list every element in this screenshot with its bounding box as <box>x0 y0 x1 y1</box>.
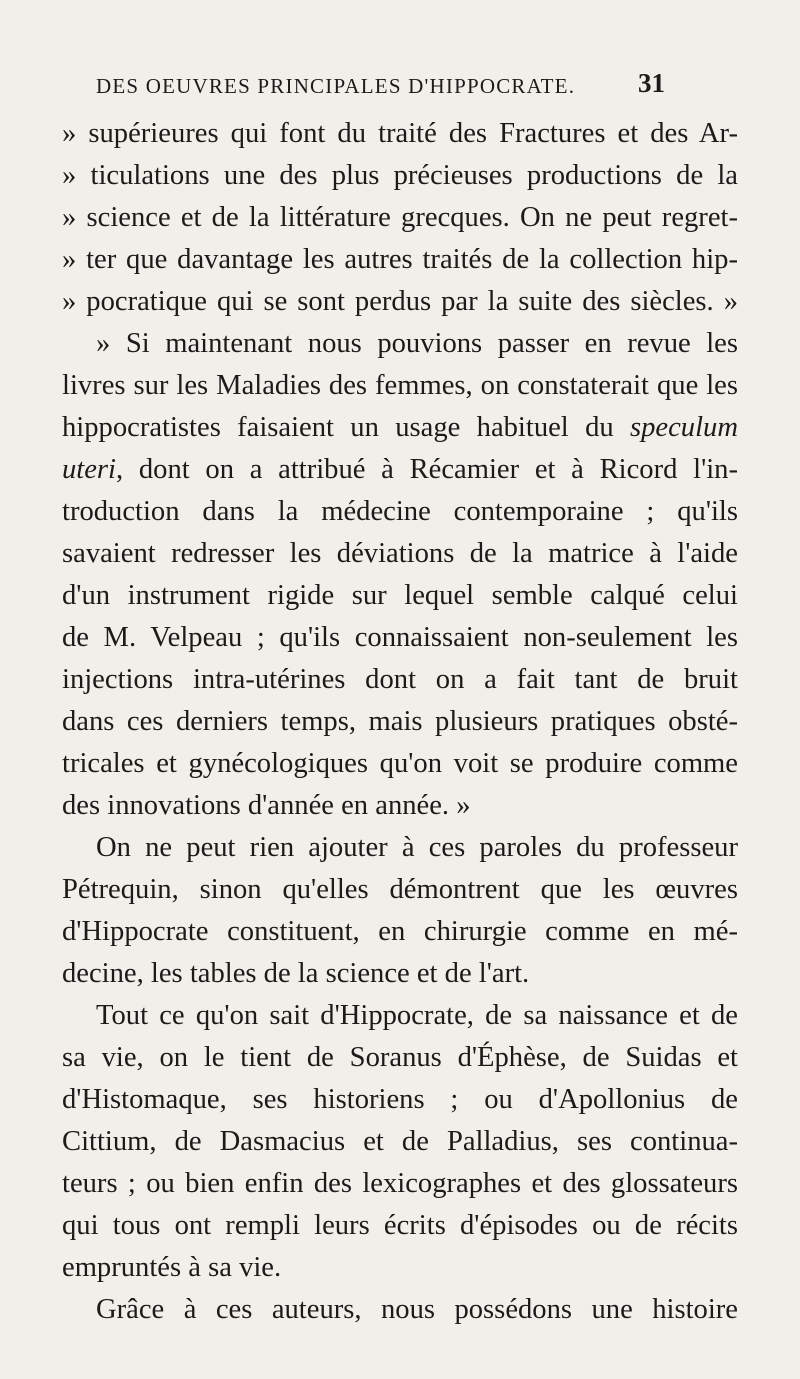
text-line: teurs ; ou bien enfin des lexicographes et des glossateurs <box>62 1168 738 1199</box>
italic-term-speculum: speculum <box>630 412 738 443</box>
text-line: injections intra-utérines dont on a fait tant de bruit <box>62 664 738 695</box>
text-line: Cittium, de Dasmacius et de Palladius, ses continua- <box>62 1126 738 1157</box>
text-line: des innovations d'année en année. » <box>62 790 471 821</box>
text-span: hippocratistes faisaient un usage habituel du <box>62 412 630 443</box>
text-line: empruntés à sa vie. <box>62 1252 282 1283</box>
text-line: » ticulations une des plus précieuses productions de la <box>62 160 738 191</box>
text-line: Pétrequin, sinon qu'elles démontrent que les œuvres <box>62 874 738 905</box>
text-line: tricales et gynécologiques qu'on voit se produire comme <box>62 748 738 779</box>
text-line: troduction dans la médecine contemporaine ; qu'ils <box>62 496 738 527</box>
text-line-uteri <box>62 450 738 490</box>
text-line: Grâce à ces auteurs, nous possédons une histoire <box>96 1294 738 1325</box>
running-title: DES OEUVRES PRINCIPALES D'HIPPOCRATE. <box>96 74 576 98</box>
running-head <box>96 74 656 99</box>
text-line: » supérieures qui font du traité des Fractures et des Ar- <box>62 118 738 149</box>
text-line: dans ces derniers temps, mais plusieurs pratiques obsté- <box>62 706 738 737</box>
text-line: de M. Velpeau ; qu'ils connaissaient non-seulement les <box>62 622 738 653</box>
text-line: d'Histomaque, ses historiens ; ou d'Apollonius de <box>62 1084 738 1115</box>
text-line: On ne peut rien ajouter à ces paroles du professeur <box>96 832 738 863</box>
text-line: d'un instrument rigide sur lequel semble calqué celui <box>62 580 738 611</box>
text-line: livres sur les Maladies des femmes, on constaterait que les <box>62 370 738 401</box>
text-line: » pocratique qui se sont perdus par la suite des siècles. » <box>62 286 738 317</box>
text-line: savaient redresser les déviations de la matrice à l'aide <box>62 538 738 569</box>
text-line: qui tous ont rempli leurs écrits d'épisodes ou de récits <box>62 1210 738 1241</box>
text-span: , dont on a attribué à Récamier et à Ricord l'in- <box>116 454 738 485</box>
page-number: 31 <box>638 68 665 98</box>
text-line: Tout ce qu'on sait d'Hippocrate, de sa naissance et de <box>96 1000 738 1031</box>
text-line: decine, les tables de la science et de l'art. <box>62 958 530 989</box>
text-line: » ter que davantage les autres traités de la collection hip- <box>62 244 738 275</box>
text-line: sa vie, on le tient de Soranus d'Éphèse, de Suidas et <box>62 1042 738 1073</box>
italic-term-uteri: uteri <box>62 454 117 485</box>
text-line: » science et de la littérature grecques. On ne peut regret- <box>62 202 738 233</box>
text-line: d'Hippocrate constituent, en chirurgie comme en mé- <box>62 916 738 947</box>
text-line-speculum <box>62 408 738 448</box>
text-line: » Si maintenant nous pouvions passer en revue les <box>96 328 738 359</box>
